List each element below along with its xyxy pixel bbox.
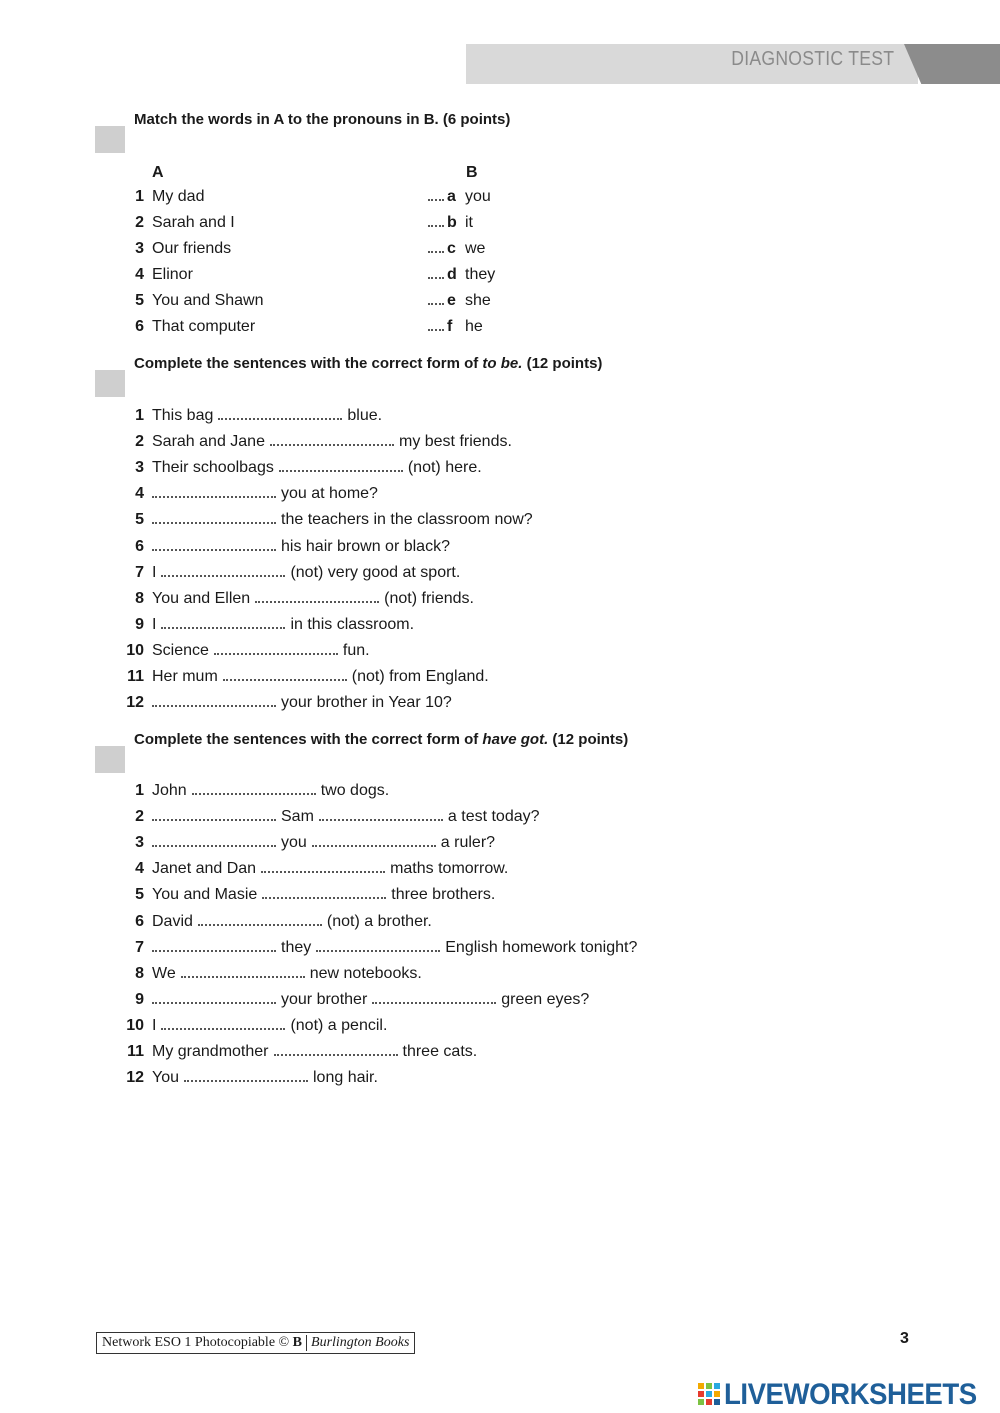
option-letter: c [447, 240, 456, 257]
sentence-text: Janet and Dan [152, 860, 257, 877]
item-number: 2 [135, 808, 144, 825]
option-pronoun: he [465, 318, 483, 335]
option-letter: f [447, 318, 453, 335]
item-number: 12 [126, 694, 144, 711]
column-b-heading: B [466, 164, 478, 181]
sentence-text: a ruler? [440, 834, 496, 851]
answer-blank[interactable] [152, 817, 276, 821]
sentence-item [120, 909, 880, 935]
match-answer-row [428, 288, 491, 314]
answer-blank[interactable] [262, 895, 386, 899]
answer-blank[interactable] [372, 1000, 496, 1004]
sentence-item [120, 882, 880, 908]
answer-blank[interactable] [161, 573, 285, 577]
option-pronoun: you [465, 188, 491, 205]
liveworksheets-grid-icon [698, 1383, 720, 1407]
item-number: 3 [135, 240, 144, 257]
sentence-text: maths tomorrow. [390, 860, 509, 877]
sentence-text: Sam [281, 808, 314, 825]
answer-blank[interactable] [152, 520, 276, 524]
section-2-title [134, 355, 602, 372]
footer-text: Network ESO 1 Photocopiable © [102, 1335, 290, 1350]
section-3-title-text: Complete the sentences with the correct form of [134, 731, 483, 748]
sentence-item [120, 856, 880, 882]
section-3-title [134, 731, 628, 748]
match-item [120, 236, 420, 262]
publisher-name: Burlington Books [311, 1335, 410, 1350]
answer-blank[interactable] [214, 651, 338, 655]
option-pronoun: we [465, 240, 486, 257]
section-2-title-emphasis: to be. [482, 355, 523, 372]
item-number: 1 [135, 188, 144, 205]
sentence-text: you [281, 834, 307, 851]
sentence-text: Their schoolbags [152, 459, 274, 476]
section-2-marker [95, 370, 125, 397]
item-number: 9 [135, 616, 144, 633]
item-text: Our friends [152, 240, 232, 257]
match-item [120, 262, 420, 288]
sentence-text: Her mum [152, 668, 218, 685]
sentence-item [120, 778, 880, 804]
answer-blank[interactable] [152, 1000, 276, 1004]
match-answer-row [428, 314, 483, 340]
sentence-text: You [152, 1069, 179, 1086]
item-number: 7 [135, 939, 144, 956]
sentence-text: We [152, 965, 176, 982]
sentence-text: (not) from England. [351, 668, 489, 685]
sentence-text: his hair brown or black? [281, 538, 450, 555]
sentence-item [120, 664, 880, 690]
sentence-text: new notebooks. [309, 965, 422, 982]
section-3-title-emphasis: have got. [482, 731, 549, 748]
sentence-item [120, 830, 880, 856]
item-text: Sarah and I [152, 214, 235, 231]
sentence-text: (not) very good at sport. [290, 564, 461, 581]
sentence-text: (not) a pencil. [290, 1017, 388, 1034]
item-number: 3 [135, 459, 144, 476]
sentence-item [120, 586, 880, 612]
answer-blank[interactable] [161, 625, 285, 629]
option-pronoun: she [465, 292, 491, 309]
sentence-item [120, 638, 880, 664]
answer-blank[interactable] [261, 869, 385, 873]
column-a-heading: A [152, 164, 164, 181]
item-number: 1 [135, 782, 144, 799]
answer-blank[interactable] [428, 275, 444, 279]
sentence-item [120, 612, 880, 638]
sentence-item [120, 534, 880, 560]
option-letter: a [447, 188, 456, 205]
header-dark-tab [904, 44, 1000, 84]
sentence-text: I [152, 564, 157, 581]
section-3-title-points: (12 points) [548, 731, 629, 748]
item-number: 4 [135, 485, 144, 502]
sentence-item [120, 507, 880, 533]
item-number: 5 [135, 886, 144, 903]
match-item [120, 210, 420, 236]
sentence-item [120, 987, 880, 1013]
answer-blank[interactable] [184, 1078, 308, 1082]
item-number: 1 [135, 407, 144, 424]
sentence-text: green eyes? [501, 991, 590, 1008]
item-number: 6 [135, 913, 144, 930]
sentence-text: you at home? [281, 485, 378, 502]
answer-blank[interactable] [152, 703, 276, 707]
answer-blank[interactable] [428, 223, 444, 227]
item-number: 4 [135, 860, 144, 877]
page-number: 3 [900, 1330, 909, 1347]
sentence-text: a test today? [447, 808, 540, 825]
item-text: That computer [152, 318, 256, 335]
match-item [120, 314, 420, 340]
answer-blank[interactable] [319, 817, 443, 821]
sentence-text: (not) here. [407, 459, 482, 476]
option-pronoun: they [465, 266, 496, 283]
answer-blank[interactable] [152, 948, 276, 952]
sentence-item [120, 560, 880, 586]
sentence-text: Science [152, 642, 209, 659]
answer-blank[interactable] [152, 843, 276, 847]
match-answer-row [428, 236, 485, 262]
sentence-text: You and Ellen [152, 590, 251, 607]
answer-blank[interactable] [161, 1026, 285, 1030]
option-pronoun: it [465, 214, 473, 231]
sentence-text: This bag [152, 407, 214, 424]
sentence-text: my best friends. [398, 433, 512, 450]
answer-blank[interactable] [192, 791, 316, 795]
sentence-item [120, 1039, 880, 1065]
sentence-text: fun. [342, 642, 370, 659]
match-answer-row [428, 184, 491, 210]
sentence-text: three cats. [402, 1043, 478, 1060]
sentence-item [120, 455, 880, 481]
answer-blank[interactable] [218, 416, 342, 420]
item-number: 8 [135, 590, 144, 607]
item-number: 5 [135, 292, 144, 309]
answer-blank[interactable] [181, 974, 305, 978]
option-letter: b [447, 214, 457, 231]
answer-blank[interactable] [255, 599, 379, 603]
sentence-text: I [152, 616, 157, 633]
item-number: 2 [135, 214, 144, 231]
section-3-marker [95, 746, 125, 773]
sentence-text: John [152, 782, 187, 799]
sentence-text: two dogs. [320, 782, 390, 799]
item-number: 12 [126, 1069, 144, 1086]
sentence-text: they [281, 939, 312, 956]
option-letter: d [447, 266, 457, 283]
item-number: 3 [135, 834, 144, 851]
sentence-text: blue. [347, 407, 383, 424]
item-number: 10 [126, 1017, 144, 1034]
answer-blank[interactable] [152, 494, 276, 498]
answer-blank[interactable] [279, 468, 403, 472]
sentence-item [120, 690, 880, 716]
answer-blank[interactable] [316, 948, 440, 952]
answer-blank[interactable] [428, 301, 444, 305]
sentence-item [120, 429, 880, 455]
page-title: DIAGNOSTIC TEST [730, 48, 894, 70]
section-2-title-points: (12 points) [522, 355, 603, 372]
sentence-text: David [152, 913, 193, 930]
item-number: 4 [135, 266, 144, 283]
sentence-item [120, 804, 880, 830]
footer-separator [306, 1335, 307, 1351]
match-item [120, 288, 420, 314]
item-number: 10 [126, 642, 144, 659]
liveworksheets-logo [698, 1378, 999, 1411]
answer-blank[interactable] [274, 1052, 398, 1056]
section-2-title-text: Complete the sentences with the correct form of [134, 355, 483, 372]
sentence-text: in this classroom. [290, 616, 415, 633]
section-1-title: Match the words in A to the pronouns in B. (6 points) [134, 111, 511, 128]
sentence-item [120, 403, 880, 429]
item-number: 8 [135, 965, 144, 982]
item-text: Elinor [152, 266, 193, 283]
sentence-text: your brother in Year 10? [281, 694, 452, 711]
item-number: 6 [135, 538, 144, 555]
match-item [120, 184, 420, 210]
answer-blank[interactable] [270, 442, 394, 446]
section-1-marker [95, 126, 125, 153]
publisher-mark: B [292, 1335, 303, 1350]
answer-blank[interactable] [223, 677, 347, 681]
sentence-text: English homework tonight? [445, 939, 638, 956]
sentence-text: My grandmother [152, 1043, 269, 1060]
item-text: You and Shawn [152, 292, 264, 309]
sentence-text: your brother [281, 991, 368, 1008]
sentence-text: You and Masie [152, 886, 258, 903]
answer-blank[interactable] [428, 327, 444, 331]
answer-blank[interactable] [152, 547, 276, 551]
item-number: 5 [135, 511, 144, 528]
item-number: 11 [127, 668, 144, 685]
item-number: 2 [135, 433, 144, 450]
answer-blank[interactable] [428, 249, 444, 253]
sentence-text: Sarah and Jane [152, 433, 265, 450]
sentence-item [120, 1013, 880, 1039]
option-letter: e [447, 292, 456, 309]
item-number: 7 [135, 564, 144, 581]
sentence-item [120, 961, 880, 987]
watermark-text: LIVEWORKSHEETS [724, 1378, 978, 1411]
sentence-item [120, 1065, 880, 1091]
item-number: 9 [135, 991, 144, 1008]
answer-blank[interactable] [428, 197, 444, 201]
match-answer-row [428, 210, 473, 236]
item-number: 11 [127, 1043, 144, 1060]
sentence-text: (not) friends. [384, 590, 474, 607]
item-number: 6 [135, 318, 144, 335]
match-answer-row [428, 262, 495, 288]
sentence-text: (not) a brother. [326, 913, 432, 930]
answer-blank[interactable] [198, 922, 322, 926]
answer-blank[interactable] [312, 843, 436, 847]
sentence-item [120, 481, 880, 507]
copyright-footer [96, 1332, 415, 1354]
sentence-text: three brothers. [391, 886, 496, 903]
item-text: My dad [152, 188, 205, 205]
sentence-text: the teachers in the classroom now? [281, 511, 533, 528]
sentence-text: long hair. [313, 1069, 378, 1086]
sentence-item [120, 935, 880, 961]
sentence-text: I [152, 1017, 157, 1034]
